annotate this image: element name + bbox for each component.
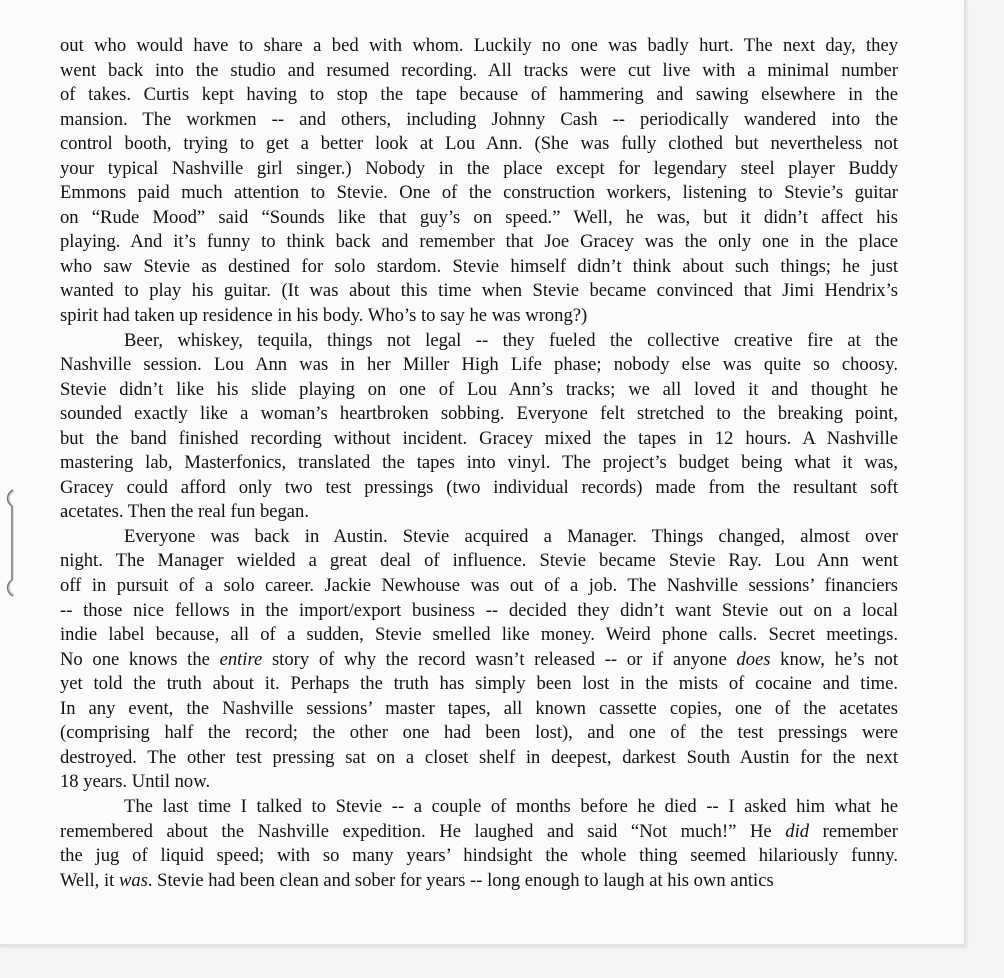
- paper-bottom-edge: [0, 944, 966, 947]
- text-line: acetates. Then the real fun began.: [60, 501, 309, 523]
- text-line: -- those nice fellows in the import/export business -- decided they didn’t want Stevie out on a local: [60, 599, 898, 621]
- paragraph: [60, 329, 898, 525]
- text-line: Stevie didn’t like his slide playing on one of Lou Ann’s tracks; we all loved it and thought he: [60, 378, 898, 400]
- text-line: on “Rude Mood” said “Sounds like that guy’s on speed.” Well, he was, but it didn’t affect his: [60, 206, 898, 228]
- paragraph: [60, 525, 898, 795]
- text-line: indie label because, all of a sudden, Stevie smelled like money. Weird phone calls. Secret meetings.: [60, 624, 898, 646]
- text-line: wanted to play his guitar. (It was about this time when Stevie became convinced that Jimi Hendrix’s: [60, 280, 898, 302]
- text-line: off in pursuit of a solo career. Jackie Newhouse was out of a job. The Nashville sessions’ financiers: [60, 575, 898, 597]
- paragraph: [60, 34, 898, 329]
- text-line: (comprising half the record; the other one had been lost), and one of the test pressings were: [60, 722, 898, 744]
- text-line: mansion. The workmen -- and others, including Johnny Cash -- periodically wandered into the: [60, 108, 898, 130]
- text-line: Beer, whiskey, tequila, things not legal -- they fueled the collective creative fire at the: [124, 329, 898, 351]
- text-line: mastering lab, Masterfonics, translated the tapes into vinyl. The project’s budget being what it was,: [60, 452, 898, 474]
- text-line: remembered about the Nashville expedition. He laughed and said “Not much!” He did remember: [60, 820, 898, 842]
- text-line: control booth, trying to get a better look at Lou Ann. (She was fully clothed but nevertheless not: [60, 133, 898, 155]
- paragraph: [60, 795, 898, 893]
- text-line: yet told the truth about it. Perhaps the truth has simply been lost in the mists of cocaine and time.: [60, 673, 898, 695]
- paper-right-edge: [964, 0, 967, 946]
- text-line: 18 years. Until now.: [60, 771, 211, 793]
- text-line: playing. And it’s funny to think back and remember that Joe Gracey was the only one in the place: [60, 231, 898, 253]
- text-line: sounded exactly like a woman’s heartbroken sobbing. Everyone felt stretched to the breaking point,: [60, 403, 898, 425]
- text-line: your typical Nashville girl singer.) Nobody in the place except for legendary steel player Buddy: [60, 157, 898, 179]
- text-line: In any event, the Nashville sessions’ master tapes, all known cassette copies, one of the acetates: [60, 697, 898, 719]
- text-line: Everyone was back in Austin. Stevie acquired a Manager. Things changed, almost over: [124, 525, 898, 547]
- text-line: but the band finished recording without incident. Gracey mixed the tapes in 12 hours. A Nashville: [60, 427, 898, 449]
- text-line: Nashville session. Lou Ann was in her Miller High Life phase; nobody else was quite so choosy.: [60, 354, 898, 376]
- text-line: spirit had taken up residence in his body. Who’s to say he was wrong?): [60, 305, 588, 327]
- text-line: the jug of liquid speed; with so many years’ hindsight the whole thing seemed hilariously funny.: [60, 845, 898, 867]
- text-line: who saw Stevie as destined for solo stardom. Stevie himself didn’t think about such things; he just: [60, 255, 898, 277]
- text-line: night. The Manager wielded a great deal of influence. Stevie became Stevie Ray. Lou Ann went: [60, 550, 898, 572]
- text-line: out who would have to share a bed with whom. Luckily no one was badly hurt. The next day, they: [60, 35, 898, 56]
- text-line: Well, it was. Stevie had been clean and sober for years -- long enough to laugh at his own antics: [60, 869, 774, 891]
- text-line: destroyed. The other test pressing sat on a closet shelf in deepest, darkest South Austin for the next: [60, 746, 898, 768]
- text-line: No one knows the entire story of why the record wasn’t released -- or if anyone does know, he’s not: [60, 648, 898, 670]
- text-line: of takes. Curtis kept having to stop the tape because of hammering and sawing elsewhere in the: [60, 84, 898, 106]
- text-line: Emmons paid much attention to Stevie. One of the construction workers, listening to Stevie’s guitar: [60, 182, 898, 204]
- text-line: Gracey could afford only two test pressings (two individual records) made from the resultant soft: [60, 476, 898, 498]
- text-line: The last time I talked to Stevie -- a couple of months before he died -- I asked him what he: [124, 795, 898, 817]
- body-text: [60, 34, 898, 893]
- text-line: went back into the studio and resumed recording. All tracks were cut live with a minimal number: [60, 59, 898, 81]
- staple-icon: [4, 488, 18, 598]
